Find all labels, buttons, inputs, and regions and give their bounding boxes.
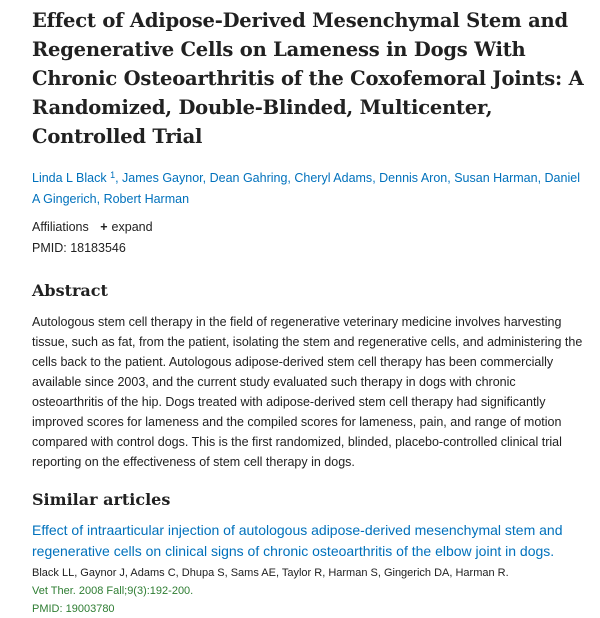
- affiliations-row: [32, 218, 600, 236]
- affiliation-number[interactable]: 1: [110, 170, 116, 180]
- author-link[interactable]: James Gaynor: [122, 171, 203, 185]
- author-list: [32, 165, 582, 210]
- author-link[interactable]: Susan Harman: [454, 171, 538, 185]
- author-separator: ,: [202, 171, 210, 185]
- abstract-heading: Abstract: [32, 281, 108, 300]
- author-separator: ,: [372, 171, 380, 185]
- affiliations-expand-button[interactable]: [100, 220, 152, 234]
- similar-articles-heading: Similar articles: [32, 490, 171, 509]
- similar-article-authors: Black LL, Gaynor J, Adams C, Dhupa S, Sams AE, Taylor R, Harman S, Gingerich DA, Harman R.: [32, 567, 509, 579]
- expand-label: expand: [111, 220, 153, 234]
- affiliations-label: Affiliations: [32, 220, 89, 234]
- author-separator: ,: [447, 171, 455, 185]
- author-link[interactable]: Daniel A Gingerich: [32, 171, 580, 206]
- article-pmid: PMID: 18183546: [32, 241, 126, 255]
- author-link[interactable]: Dean Gahring: [209, 171, 288, 185]
- similar-article-title-link[interactable]: Effect of intraarticular injection of autologous adipose-derived mesenchymal stem and regenerative cells on clinical signs of chronic osteoarthritis of the elbow joint in dogs.: [32, 522, 563, 559]
- author-link[interactable]: Robert Harman: [103, 192, 190, 206]
- similar-article-item: [32, 520, 600, 618]
- author-separator: ,: [537, 171, 545, 185]
- similar-article-pmid: PMID: 19003780: [32, 603, 115, 615]
- article-title: Effect of Adipose-Derived Mesenchymal Stem and Regenerative Cells on Lameness in Dogs With Chronic Osteoarthritis of the Coxofemoral Joints: A Randomized, Double-Blinded, Multicenter, Controlled Trial: [32, 9, 584, 148]
- author-separator: ,: [287, 171, 295, 185]
- similar-article-journal: Vet Ther. 2008 Fall;9(3):192-200.: [32, 585, 194, 597]
- author-link[interactable]: Cheryl Adams: [294, 171, 373, 185]
- plus-icon: +: [100, 220, 108, 234]
- author-link[interactable]: Linda L Black: [32, 171, 107, 185]
- author-separator: ,: [96, 192, 104, 206]
- author-link[interactable]: Dennis Aron: [379, 171, 448, 185]
- abstract-text: Autologous stem cell therapy in the field of regenerative veterinary medicine involves harvesting tissue, such as fat, from the patient, isolating the stem and regenerative cells, and administering the cells back to the patient. Autologous adipose-derived stem cell therapy has been commercially available since 2003, and the current study evaluated such therapy in dogs with chronic osteoarthritis of the hip. Dogs treated with adipose-derived stem cell therapy had significantly improved scores for lameness and the compiled scores for lameness, pain, and range of motion compared with control dogs. This is the first randomized, blinded, placebo-controlled clinical trial reporting on the effectiveness of stem cell therapy in dogs.: [32, 315, 583, 469]
- article-page: [0, 6, 600, 615]
- author-separator: ,: [115, 171, 123, 185]
